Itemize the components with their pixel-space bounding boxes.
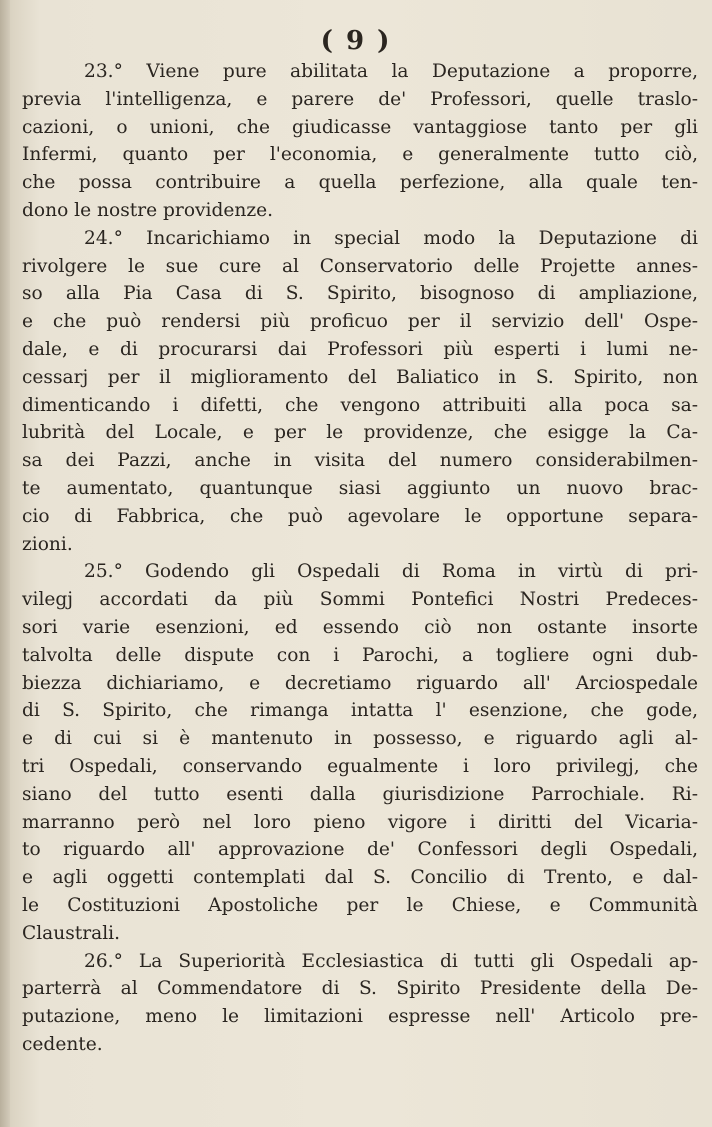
text-line: che possa contribuire a quella perfezione, alla quale ten- [22,172,698,194]
page-binding-shadow [0,0,10,1127]
page-number: ( 9 ) [320,26,392,56]
text-line: te aumentato, quantunque siasi aggiunto un nuovo brac- [22,477,698,499]
text-line: cio di Fabbrica, che può agevolare le opportune separa- [22,505,698,527]
text-line: 23.° Viene pure abilitata la Deputazione a proporre, [84,61,698,82]
text-line: parterrà al Commendatore di S. Spirito Presidente della De- [22,978,698,1000]
text-line: dono le nostre providenze. [22,199,274,221]
text-line: Claustrali. [22,922,121,944]
text-line: e di cui si è mantenuto in possesso, e riguardo agli al- [22,728,698,750]
text-line: marranno però nel loro pieno vigore i diritti del Vicaria- [22,811,698,833]
body-text [22,58,698,1059]
text-line: sa dei Pazzi, anche in visita del numero considerabilmen- [22,450,698,472]
text-line: lubrità del Locale, e per le providenze, che esigge la Ca- [22,422,698,444]
text-line: zioni. [22,533,73,555]
text-line: siano del tutto esenti dalla giurisdizione Parrochiale. Ri- [22,783,698,805]
text-line: vilegj accordati da più Sommi Pontefici Nostri Predeces- [22,589,698,611]
text-line: di S. Spirito, che rimanga intatta l' esenzione, che gode, [22,700,698,722]
text-line: le Costituzioni Apostoliche per le Chiese, e Communità [22,894,698,916]
text-line: cessarj per il miglioramento del Baliatico in S. Spirito, non [22,366,698,388]
text-line: 24.° Incarichiamo in special modo la Deputazione di [84,227,698,249]
text-line: e che può rendersi più proficuo per il servizio dell' Ospe- [22,311,698,333]
text-line: cedente. [22,1033,103,1055]
text-line: 25.° Godendo gli Ospedali di Roma in virtù di pri- [84,561,698,583]
text-line: Infermi, quanto per l'economia, e generalmente tutto ciò, [22,144,698,166]
text-line: to riguardo all' approvazione de' Confessori degli Ospedali, [22,839,698,861]
text-line: sori varie esenzioni, ed essendo ciò non ostante insorte [22,616,698,638]
text-line: rivolgere le sue cure al Conservatorio delle Projette annes- [22,255,698,277]
text-line: putazione, meno le limitazioni espresse nell' Articolo pre- [22,1006,698,1028]
text-line: cazioni, o unioni, che giudicasse vantaggiose tanto per gli [22,116,698,138]
text-line: so alla Pia Casa di S. Spirito, bisognoso di ampliazione, [22,283,698,305]
text-line: dale, e di procurarsi dai Professori più esperti i lumi ne- [22,338,698,360]
text-line: 26.° La Superiorità Ecclesiastica di tutti gli Ospedali ap- [84,950,698,972]
text-line: e agli oggetti contemplati dal S. Concilio di Trento, e dal- [22,867,698,889]
text-line: dimenticando i difetti, che vengono attribuiti alla poca sa- [22,394,698,416]
text-line: tri Ospedali, conservando egualmente i loro privilegj, che [22,755,698,777]
text-line: previa l'intelligenza, e parere de' Professori, quelle traslo- [22,88,698,110]
text-line: talvolta delle dispute con i Parochi, a togliere ogni dub- [22,644,698,666]
text-line: biezza dichiariamo, e decretiamo riguardo all' Arciospedale [22,672,698,694]
